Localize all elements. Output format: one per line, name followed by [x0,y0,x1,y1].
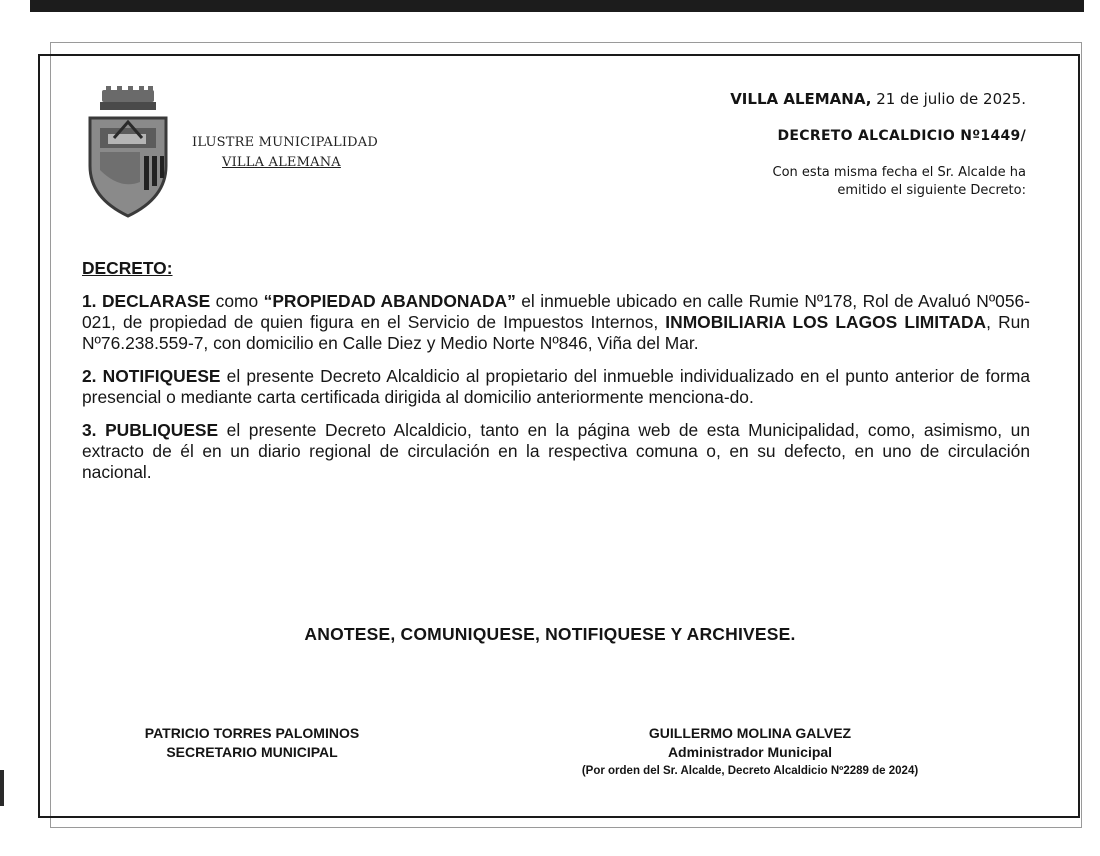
article-3-text: el presente Decreto Alcaldicio, tanto en la página web de esta Municipalidad, como, asimismo, un extracto de él en un diario regional de circulación en la respectiva comuna o, en su defecto, en uno de circulación nacional. [82,420,1030,482]
administrator-name: GUILLERMO MOLINA GALVEZ [648,725,852,741]
article-2 [82,366,1030,408]
article-3 [82,420,1030,483]
article-1-text-b: el inmueble ubicado en calle Rumie Nº178, Rol de Avaluó Nº056-021, de propiedad de quien figura en el Servicio de Impuestos Internos, [82,291,1030,332]
administrator-role: Administrador Municipal [667,744,833,760]
secretary-name: PATRICIO TORRES PALOMINOS [144,725,360,741]
signature-secretary [82,724,422,762]
city: VILLA ALEMANA, [730,90,872,108]
decree-header [726,90,1026,200]
article-1-quote: “PROPIEDAD ABANDONADA” [263,291,516,311]
article-1-owner: INMOBILIARIA LOS LAGOS LIMITADA [665,312,987,332]
article-3-label: 3. PUBLIQUESE [82,420,219,440]
signature-administrator [520,724,980,781]
top-bar [30,0,1084,12]
issued-note [726,164,1026,200]
article-1 [82,291,1030,354]
article-1-text-a: como [210,291,264,311]
decree-heading: DECRETO: [82,258,173,278]
article-1-label: 1. DECLARASE [82,291,211,311]
article-1-text-c: , Run Nº76.238.559-7, con domicilio en Calle Diez y Medio Norte Nº846, Viña del Mar. [82,312,1030,353]
secretary-role: SECRETARIO MUNICIPAL [166,744,338,760]
article-2-label: 2. NOTIFIQUESE [82,366,221,386]
decree-number: DECRETO ALCALDICIO Nº1449/ [777,128,1026,144]
date: 21 de julio de 2025. [871,90,1026,108]
municipality-line-1: ILUSTRE MUNICIPALIDAD [192,135,379,150]
issued-line-2: emitido el siguiente Decreto: [837,183,1026,198]
municipality-line-2: VILLA ALEMANA [222,155,341,170]
administrator-note: (Por orden del Sr. Alcalde, Decreto Alcaldicio Nº2289 de 2024) [581,765,919,777]
decree-body [82,258,1030,495]
issued-line-1: Con esta misma fecha el Sr. Alcalde ha [772,165,1026,180]
date-line [726,90,1026,108]
edge-mark [0,770,4,806]
closing-formula: ANOTESE, COMUNIQUESE, NOTIFIQUESE Y ARCHIVESE. [304,624,796,644]
municipality-name [192,133,378,173]
article-2-text: el presente Decreto Alcaldicio al propietario del inmueble individualizado en el punto anterior de forma presencial o mediante carta certificada dirigida al domicilio anteriormente menciona-do. [82,366,1030,407]
municipal-crest-icon [80,86,176,220]
